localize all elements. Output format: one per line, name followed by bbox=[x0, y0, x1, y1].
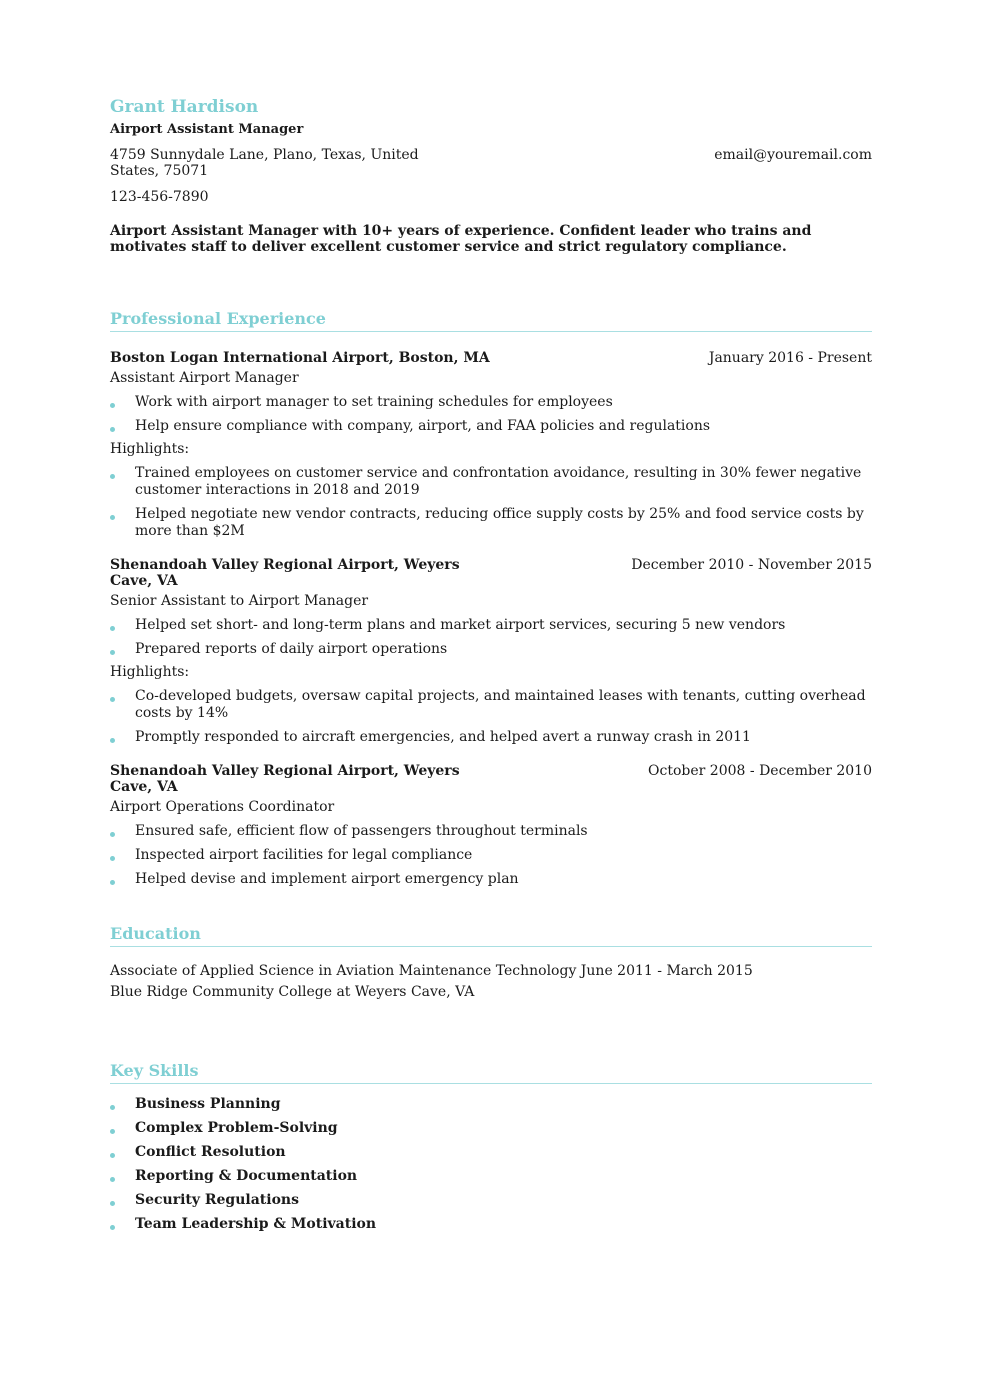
job-entry bbox=[110, 763, 872, 888]
list-item: Co-developed budgets, oversaw capital projects, and maintained leases with tenants, cutting overhead costs by 14% bbox=[110, 688, 872, 722]
list-item: Help ensure compliance with company, airport, and FAA policies and regulations bbox=[110, 418, 872, 435]
job-entry bbox=[110, 557, 872, 746]
email: email@youremail.com bbox=[714, 147, 872, 163]
skills-section bbox=[110, 1061, 872, 1233]
skill-item: Conflict Resolution bbox=[110, 1144, 872, 1161]
section-title-experience: Professional Experience bbox=[110, 309, 872, 332]
job-role: Senior Assistant to Airport Manager bbox=[110, 593, 369, 609]
job-entry bbox=[110, 350, 872, 540]
skill-item: Reporting & Documentation bbox=[110, 1168, 872, 1185]
list-item: Helped devise and implement airport emergency plan bbox=[110, 871, 872, 888]
highlights-label: Highlights: bbox=[110, 664, 190, 680]
skill-item: Business Planning bbox=[110, 1096, 872, 1113]
education-section bbox=[110, 924, 872, 1003]
summary: Airport Assistant Manager with 10+ years of experience. Confident leader who trains and motivates staff to deliver excellent customer service and strict regulatory compliance. bbox=[110, 223, 812, 255]
highlights-label: Highlights: bbox=[110, 441, 190, 457]
list-item: Helped set short- and long-term plans and market airport services, securing 5 new vendors bbox=[110, 617, 872, 634]
job-dates: January 2016 - Present bbox=[708, 350, 872, 366]
list-item: Trained employees on customer service and confrontation avoidance, resulting in 30% fewer negative customer interactions in 2018 and 2019 bbox=[110, 465, 872, 499]
list-item: Ensured safe, efficient flow of passengers throughout terminals bbox=[110, 823, 872, 840]
employer: Boston Logan International Airport, Boston, MA bbox=[110, 350, 490, 366]
job-role: Assistant Airport Manager bbox=[110, 370, 299, 386]
contact-row bbox=[110, 147, 872, 179]
list-item: Inspected airport facilities for legal compliance bbox=[110, 847, 872, 864]
job-role: Airport Operations Coordinator bbox=[110, 799, 335, 815]
list-item: Helped negotiate new vendor contracts, reducing office supply costs by 25% and food service costs by more than $2M bbox=[110, 506, 872, 540]
phone: 123-456-7890 bbox=[110, 189, 209, 205]
address: 4759 Sunnydale Lane, Plano, Texas, United States, 75071 bbox=[110, 147, 419, 179]
skill-item: Security Regulations bbox=[110, 1192, 872, 1209]
candidate-name: Grant Hardison bbox=[110, 97, 259, 117]
list-item: Promptly responded to aircraft emergencies, and helped avert a runway crash in 2011 bbox=[110, 729, 872, 746]
list-item: Prepared reports of daily airport operations bbox=[110, 641, 872, 658]
job-dates: October 2008 - December 2010 bbox=[648, 763, 872, 779]
resume-page bbox=[110, 96, 872, 1233]
degree: Associate of Applied Science in Aviation Maintenance Technology June 2011 - March 2015 bbox=[110, 963, 753, 979]
employer: Shenandoah Valley Regional Airport, Weyers Cave, VA bbox=[110, 557, 460, 589]
section-title-skills: Key Skills bbox=[110, 1061, 872, 1084]
section-title-education: Education bbox=[110, 924, 872, 947]
skill-item: Team Leadership & Motivation bbox=[110, 1216, 872, 1233]
experience-section bbox=[110, 309, 872, 888]
job-dates: December 2010 - November 2015 bbox=[631, 557, 872, 573]
candidate-title: Airport Assistant Manager bbox=[110, 122, 304, 137]
list-item: Work with airport manager to set training schedules for employees bbox=[110, 394, 872, 411]
employer: Shenandoah Valley Regional Airport, Weyers Cave, VA bbox=[110, 763, 460, 795]
school: Blue Ridge Community College at Weyers Cave, VA bbox=[110, 984, 475, 1000]
skill-item: Complex Problem-Solving bbox=[110, 1120, 872, 1137]
